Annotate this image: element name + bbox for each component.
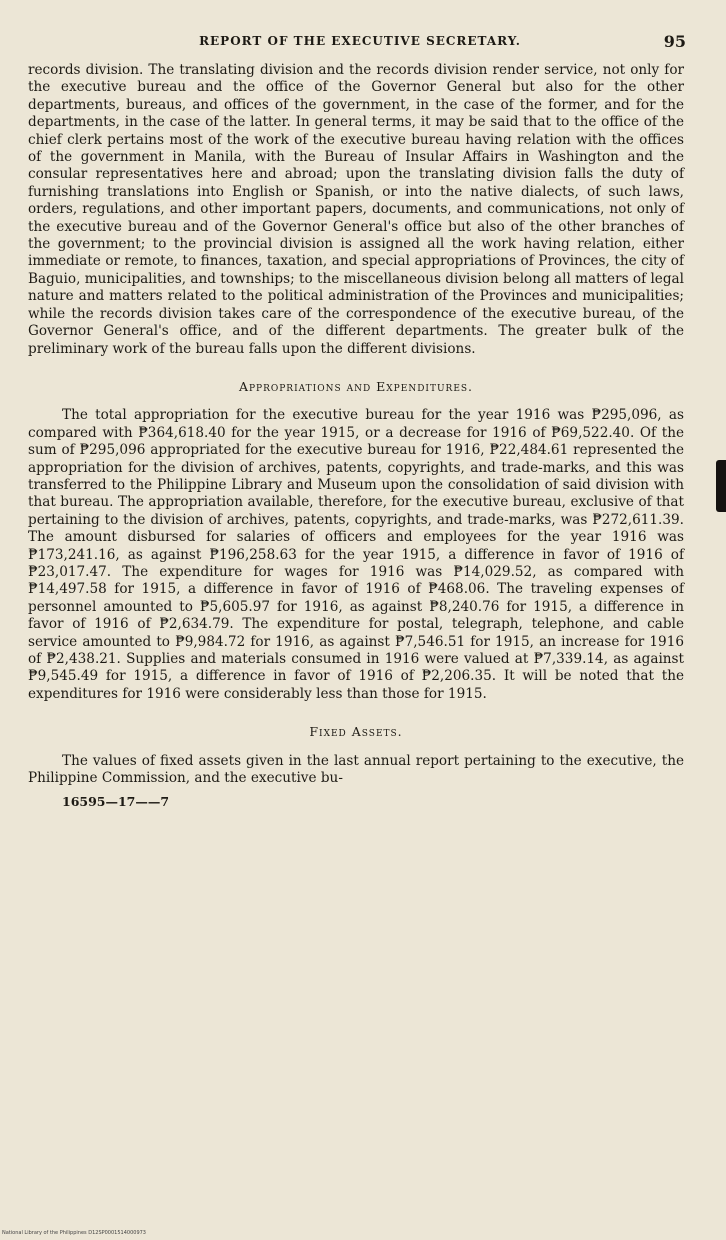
binding-edge-mark <box>716 460 726 512</box>
running-head: REPORT OF THE EXECUTIVE SECRETARY. <box>199 34 521 48</box>
page-header <box>0 32 726 56</box>
document-body <box>28 62 684 811</box>
section-heading-fixed-assets: Fixed Assets. <box>309 724 403 740</box>
section-heading-appropriations: Appropriations and Expenditures. <box>238 378 474 394</box>
paragraph-appropriations: The total appropriation for the executive bureau for the year 1916 was ₱295,096, as compared with ₱364,618.40 for the year 1915, or a decrease for 1916 of ₱69,522.40. Of the sum of ₱295,096 appropriated for the executive bureau for 1916, ₱22,484.61 represented the appropriation for the division of archives, patents, copyrights, and trade-marks, and this was transferred to the Philippine Library and Museum upon the consolidation of said division with that bureau. The appropriation available, therefore, for the executive bureau, exclusive of that pertaining to the division of archives, patents, copyrights, and trade-marks, was ₱272,611.39. The amount disbursed for salaries of officers and employees for the year 1916 was ₱173,241.16, as against ₱196,258.63 for the year 1915, a difference in favor of 1916 of ₱23,017.47. The expenditure for wages for 1916 was ₱14,029.52, as compared with ₱14,497.58 for 1915, a difference in favor of 1916 of ₱468.06. The traveling expenses of personnel amounted to ₱5,605.97 for 1916, as against ₱8,240.76 for 1915, a difference in favor of 1916 of ₱2,634.79. The expenditure for postal, telegraph, telephone, and cable service amounted to ₱9,984.72 for 1916, as against ₱7,546.51 for 1915, an increase for 1916 of ₱2,438.21. Supplies and materials consumed in 1916 were valued at ₱7,339.14, as against ₱9,545.49 for 1915, a difference in favor of 1916 of ₱2,206.35. It will be noted that the expenditures for 1916 were considerably less than those for 1915. <box>28 407 684 702</box>
library-footer: National Library of the Philippines D12SP0001514000973 <box>2 1230 146 1236</box>
signature-mark: 16595—17——7 <box>62 794 170 810</box>
paragraph-divisions: records division. The translating division and the records division render service, not only for the executive bureau and the office of the Governor General but also for the other departments, bureaus, and offices of the government, in the case of the former, and for the departments, in the case of the latter. In general terms, it may be said that to the office of the chief clerk pertains most of the work of the executive bureau having relation with the offices of the government in Manila, with the Bureau of Insular Affairs in Washington and the consular representatives here and abroad; upon the translating division falls the duty of furnishing translations into English or Spanish, or into the native dialects, of such laws, orders, regulations, and other important papers, documents, and communications, not only of the executive bureau and of the Governor General's office but also of the other branches of the government; to the provincial division is assigned all the work having relation, either immediate or remote, to finances, taxation, and special appropriations of Provinces, the city of Baguio, municipalities, and townships; to the miscellaneous division belong all matters of legal nature and matters related to the political administration of the Provinces and municipalities; while the records division takes care of the correspondence of the executive bureau, of the Governor General's office, and of the different departments. The greater bulk of the preliminary work of the bureau falls upon the different divisions. <box>28 62 684 357</box>
page-number: 95 <box>663 32 686 51</box>
paragraph-fixed-assets: The values of fixed assets given in the last annual report pertaining to the executive, the Philippine Commission, and the executive bu- <box>28 752 684 787</box>
